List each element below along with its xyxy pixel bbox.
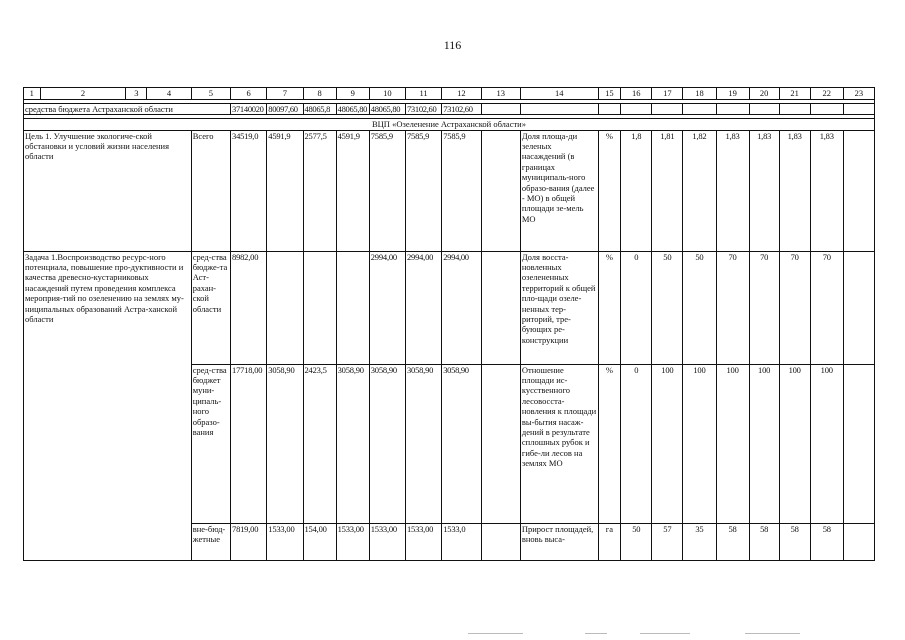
column-number: 10 xyxy=(369,88,405,100)
target-value: 100 xyxy=(779,364,810,523)
target-value: 1,82 xyxy=(683,130,716,251)
column-number: 20 xyxy=(749,88,779,100)
target-value: 0 xyxy=(621,364,652,523)
funding-value: 2423,5 xyxy=(303,364,336,523)
target-value: 0 xyxy=(621,251,652,364)
program-table xyxy=(23,87,875,561)
target-value: 100 xyxy=(652,364,683,523)
budget-value: 80097,60 xyxy=(267,104,303,115)
funding-source: сред-ства бюджет муни-ципаль-ного образо-вания xyxy=(191,364,230,523)
column-number: 3 xyxy=(126,88,147,100)
indicator-name: Доля площа-ди зеленых насаждений (в границах муниципаль-ного образо-вания (далее - МО) в общей площади зе-мель МО xyxy=(520,130,598,251)
target-value: 1,8 xyxy=(621,130,652,251)
funding-value: 8982,00 xyxy=(231,251,267,364)
funding-source: Всего xyxy=(191,130,230,251)
funding-source: сред-ства бюдже-та Аст-рахан-ской области xyxy=(191,251,230,364)
funding-value: 1533,00 xyxy=(405,523,441,560)
indicator-name: Отношение площади ис-кусственного лесовосста-новления к площади вы-бытия насаж-дений в результате сплошных рубок и гибе-ли лесов на землях МО xyxy=(520,364,598,523)
indicator-name: Прирост площадей, вновь выса- xyxy=(520,523,598,560)
target-value: 100 xyxy=(716,364,749,523)
target-value: 50 xyxy=(683,251,716,364)
target-value: 1,83 xyxy=(810,130,843,251)
target-value: 1,83 xyxy=(779,130,810,251)
indicator-unit: га xyxy=(598,523,621,560)
budget-row-label: средства бюджета Астраханской области xyxy=(24,104,231,115)
budget-value: 48065,80 xyxy=(336,104,369,115)
funding-value xyxy=(481,364,520,523)
column-number: 13 xyxy=(481,88,520,100)
column-number: 4 xyxy=(147,88,192,100)
funding-value xyxy=(481,251,520,364)
target-value: 70 xyxy=(749,251,779,364)
empty-cell xyxy=(520,104,598,115)
column-number: 22 xyxy=(810,88,843,100)
target-value: 58 xyxy=(810,523,843,560)
column-number: 21 xyxy=(779,88,810,100)
target-value: 58 xyxy=(716,523,749,560)
budget-value: 48065,8 xyxy=(303,104,336,115)
target-value: 57 xyxy=(652,523,683,560)
column-number: 9 xyxy=(336,88,369,100)
task-row xyxy=(24,251,875,364)
funding-value xyxy=(303,251,336,364)
target-value: 100 xyxy=(810,364,843,523)
indicator-unit: % xyxy=(598,130,621,251)
funding-value: 2994,00 xyxy=(442,251,481,364)
funding-value: 1533,0 xyxy=(442,523,481,560)
goal-row xyxy=(24,130,875,251)
target-value: 35 xyxy=(683,523,716,560)
regional-budget-row xyxy=(24,104,875,115)
empty-cell xyxy=(652,104,683,115)
funding-value: 7585,9 xyxy=(369,130,405,251)
empty-cell xyxy=(749,104,779,115)
target-value: 70 xyxy=(716,251,749,364)
funding-value: 154,00 xyxy=(303,523,336,560)
indicator-unit: % xyxy=(598,251,621,364)
funding-value: 7819,00 xyxy=(231,523,267,560)
section-title: ВЦП «Озеленение Астраханской области» xyxy=(24,119,875,130)
column-number: 14 xyxy=(520,88,598,100)
funding-value: 34519,0 xyxy=(231,130,267,251)
scan-artifact-line xyxy=(585,633,607,634)
empty-cell xyxy=(779,104,810,115)
indicator-unit: % xyxy=(598,364,621,523)
column-number-row xyxy=(24,88,875,100)
empty-cell xyxy=(843,104,874,115)
section-heading-row xyxy=(24,119,875,130)
target-value: 50 xyxy=(652,251,683,364)
target-value: 50 xyxy=(621,523,652,560)
funding-value: 7585,9 xyxy=(405,130,441,251)
target-value xyxy=(843,251,874,364)
row-description: Цель 1. Улучшение экологиче-ской обстановки и условий жизни населения области xyxy=(24,130,192,251)
target-value: 1,83 xyxy=(716,130,749,251)
funding-value: 1533,00 xyxy=(369,523,405,560)
funding-value: 3058,90 xyxy=(267,364,303,523)
budget-value: 48065,80 xyxy=(369,104,405,115)
column-number: 5 xyxy=(191,88,230,100)
target-value xyxy=(843,523,874,560)
funding-value: 2577,5 xyxy=(303,130,336,251)
column-number: 12 xyxy=(442,88,481,100)
funding-value: 4591,9 xyxy=(267,130,303,251)
target-value: 70 xyxy=(810,251,843,364)
column-number: 18 xyxy=(683,88,716,100)
scan-artifact-line xyxy=(745,633,800,634)
column-number: 15 xyxy=(598,88,621,100)
target-value: 100 xyxy=(749,364,779,523)
funding-value: 17718,00 xyxy=(231,364,267,523)
target-value: 58 xyxy=(779,523,810,560)
page-number: 116 xyxy=(443,38,462,52)
column-number: 7 xyxy=(267,88,303,100)
funding-value: 4591,9 xyxy=(336,130,369,251)
empty-cell xyxy=(716,104,749,115)
funding-value xyxy=(336,251,369,364)
funding-source: вне-бюд-жетные xyxy=(191,523,230,560)
column-number: 19 xyxy=(716,88,749,100)
funding-value: 1533,00 xyxy=(267,523,303,560)
indicator-name: Доля восста-новленных озелененных территорий к общей пло-щади озеле-ненных тер-риторий, тре-бующих ре-конструкции xyxy=(520,251,598,364)
target-value: 1,81 xyxy=(652,130,683,251)
budget-value: 73102,60 xyxy=(405,104,441,115)
funding-value: 3058,90 xyxy=(442,364,481,523)
budget-value: 73102,60 xyxy=(442,104,481,115)
column-number: 17 xyxy=(652,88,683,100)
funding-value xyxy=(481,523,520,560)
empty-cell xyxy=(598,104,621,115)
empty-cell xyxy=(683,104,716,115)
funding-value: 1533,00 xyxy=(336,523,369,560)
target-value xyxy=(843,364,874,523)
funding-value: 7585,9 xyxy=(442,130,481,251)
funding-value xyxy=(267,251,303,364)
column-number: 6 xyxy=(231,88,267,100)
funding-value: 2994,00 xyxy=(405,251,441,364)
row-description: Задача 1.Воспроизводство ресурс-ного потенциала, повышение про-дуктивности и качества древесно-кустарниковых насаждений путем проведения комплекса мероприя-тий по озеленению на землях му-ниципальных образований Астра-ханской области xyxy=(24,251,192,560)
empty-cell xyxy=(621,104,652,115)
empty-cell xyxy=(810,104,843,115)
target-value xyxy=(843,130,874,251)
column-number: 23 xyxy=(843,88,874,100)
funding-value: 3058,90 xyxy=(369,364,405,523)
funding-value: 3058,90 xyxy=(336,364,369,523)
target-value: 58 xyxy=(749,523,779,560)
target-value: 1,83 xyxy=(749,130,779,251)
target-value: 70 xyxy=(779,251,810,364)
funding-value: 3058,90 xyxy=(405,364,441,523)
column-number: 11 xyxy=(405,88,441,100)
scan-artifact-line xyxy=(640,633,690,634)
column-number: 2 xyxy=(40,88,126,100)
budget-value: 37140020 xyxy=(231,104,267,115)
column-number: 16 xyxy=(621,88,652,100)
column-number: 8 xyxy=(303,88,336,100)
funding-value xyxy=(481,130,520,251)
column-number: 1 xyxy=(24,88,41,100)
funding-value: 2994,00 xyxy=(369,251,405,364)
scan-artifact-line xyxy=(468,633,523,634)
empty-cell xyxy=(481,104,520,115)
target-value: 100 xyxy=(683,364,716,523)
